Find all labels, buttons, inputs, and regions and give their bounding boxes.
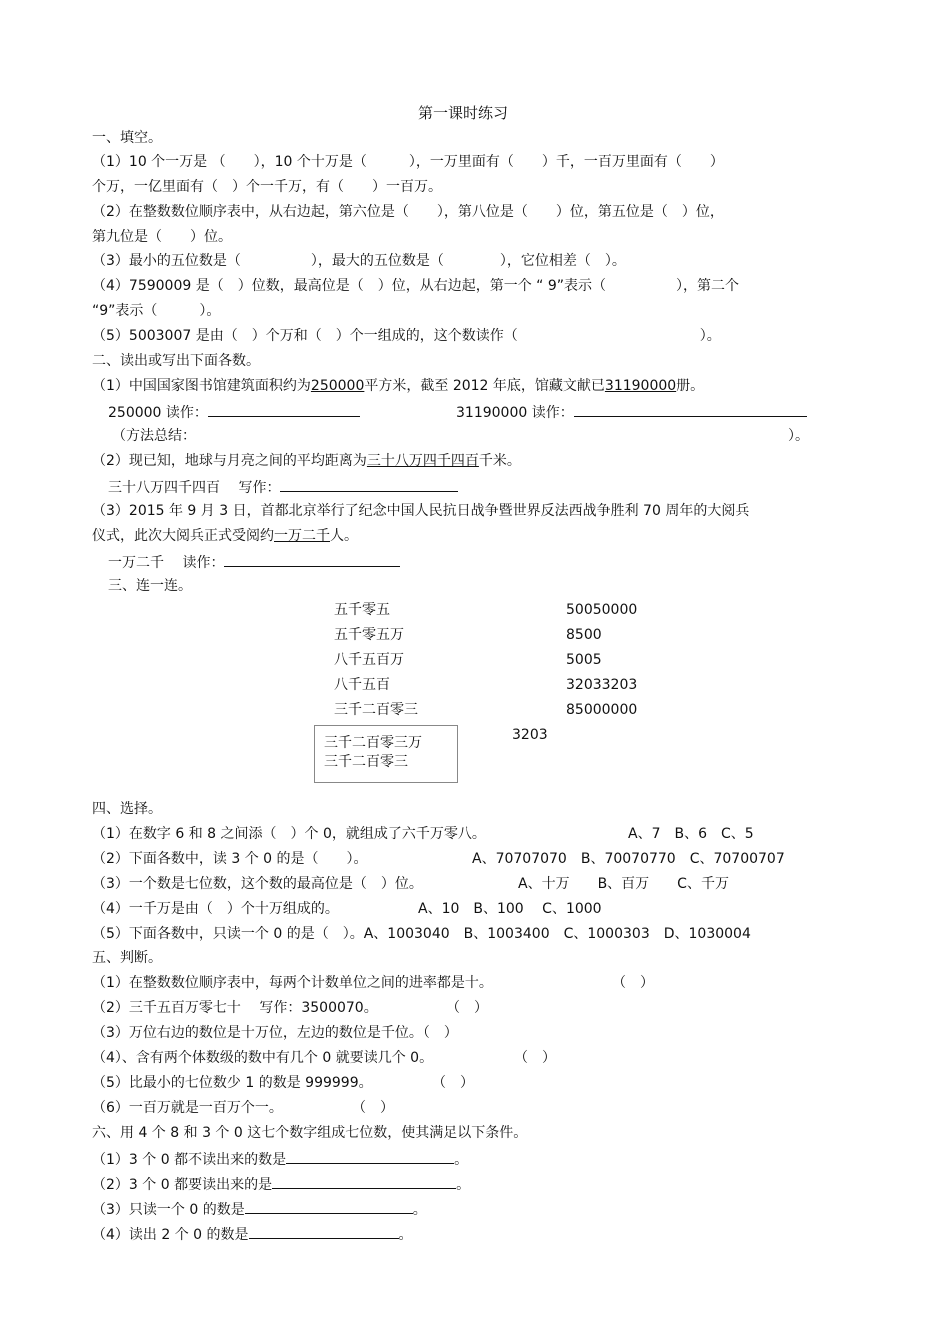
choice-q1: （1）在数字 6 和 8 之间添（ ）个 0，就组成了六千万零八。: [92, 826, 486, 842]
choice-q3: （3）一个数是七位数，这个数的最高位是（ ）位。: [92, 876, 423, 892]
s2-l1-text: （1）中国国家图书馆建筑面积约为: [92, 378, 311, 394]
section-4-heading: 四、选择。: [92, 801, 162, 817]
read-label-1: 250000 读作：: [108, 405, 208, 421]
s2-l2-text: （2）现已知，地球与月亮之间的平均距离为: [92, 453, 367, 469]
s1-line-3: （2）在整数数位顺序表中，从右边起，第六位是（ ），第八位是（ ）位，第五位是（ ）位，: [92, 204, 724, 220]
judge-q3: （3）万位右边的数位是十万位，左边的数位是千位。（ ）: [92, 1025, 458, 1041]
choice-q3-options[interactable]: A、十万 B、百万 C、千万: [518, 876, 729, 892]
answer-blank-read-2[interactable]: [574, 402, 807, 417]
s1-line-2: 个万，一亿里面有（ ）个一千万，有（ ）一百万。: [92, 179, 442, 195]
choice-q2-options[interactable]: A、70707070 B、70070770 C、70700707: [472, 851, 785, 867]
box-item-2[interactable]: 三千二百零三: [324, 754, 408, 770]
s2-line-3: （3）2015 年 9 月 3 日，首都北京举行了纪念中国人民抗日战争暨世界反法西战争胜利 70 周年的大阅兵: [92, 503, 750, 519]
judge-q5-answer[interactable]: （ ）: [432, 1075, 474, 1091]
fill-q2: [92, 1174, 470, 1194]
judge-q4-answer[interactable]: （ ）: [514, 1050, 556, 1066]
fill-q3-end: 。: [412, 1202, 427, 1218]
answer-blank-q2[interactable]: [272, 1174, 456, 1189]
choice-q4-options[interactable]: A、10 B、100 C、1000: [418, 901, 602, 917]
fill-q3: [92, 1199, 427, 1219]
s2-l4-text: 仪式，此次大阅兵正式受阅约: [92, 528, 274, 544]
s1-line-7: “9”表示（ ）。: [92, 303, 221, 319]
judge-q5: （5）比最小的七位数少 1 的数是 999999。: [92, 1075, 373, 1091]
fill-q2-text: （2）3 个 0 都要读出来的是: [92, 1177, 273, 1193]
s2-l2-end: 千米。: [478, 453, 521, 469]
s2-l4-end: 人。: [330, 528, 358, 544]
s1-line-4: 第九位是（ ）位。: [92, 229, 232, 245]
match-right-item[interactable]: 85000000: [566, 702, 638, 718]
method-summary-end: ）。: [788, 428, 809, 444]
match-right-item[interactable]: 3203: [512, 727, 548, 743]
choice-q4: （4）一千万是由（ ）个十万组成的。: [92, 901, 339, 917]
s1-line-1: （1）10 个一万是 （ ），10 个十万是（ ），一万里面有（ ）千，一百万里面有（ ）: [92, 154, 724, 170]
s2-l1-mid: 平方米，截至 2012 年底，馆藏文献已: [364, 378, 605, 394]
choice-q2: （2）下面各数中，读 3 个 0 的是（ ）。: [92, 851, 368, 867]
answer-blank-q4[interactable]: [249, 1224, 399, 1239]
read-line-1: [108, 402, 360, 422]
text-box: [314, 725, 458, 783]
write-line-1: [108, 477, 458, 497]
answer-blank-q1[interactable]: [286, 1149, 454, 1164]
match-left-item[interactable]: 五千零五万: [334, 627, 404, 643]
section-1-heading: 一、填空。: [92, 130, 162, 146]
page-title: 第一课时练习: [418, 104, 509, 122]
fill-q3-text: （3）只读一个 0 的数是: [92, 1202, 245, 1218]
answer-blank-write-1[interactable]: [280, 477, 458, 492]
fill-q1-end: 。: [454, 1152, 469, 1168]
fill-q2-end: 。: [456, 1177, 471, 1193]
read-label-3: 一万二千 读作：: [108, 555, 225, 571]
fill-q4-text: （4）读出 2 个 0 的数是: [92, 1227, 249, 1243]
s2-line-2: [92, 452, 521, 470]
write-label-1: 三十八万四千四百 写作：: [108, 480, 281, 496]
underlined-number-1: 250000: [310, 378, 365, 394]
choice-q5: （5）下面各数中，只读一个 0 的是（ ）。A、1003040 B、1003400 C、1000303 D、1030004: [92, 926, 751, 942]
answer-blank-read-1[interactable]: [208, 402, 360, 417]
match-left-item[interactable]: 三千二百零三: [334, 702, 418, 718]
choice-q1-options[interactable]: A、7 B、6 C、5: [628, 826, 754, 842]
judge-q6-answer[interactable]: （ ）: [352, 1100, 394, 1116]
match-left-item[interactable]: 五千零五: [334, 602, 390, 618]
judge-q6: （6）一百万就是一百万个一。: [92, 1100, 283, 1116]
answer-blank-q3[interactable]: [245, 1199, 413, 1214]
judge-q2: （2）三千五百万零七十 写作：3500070。: [92, 1000, 378, 1016]
s2-line-1: [92, 377, 704, 395]
judge-q1-answer[interactable]: （ ）: [612, 975, 654, 991]
method-summary-label: （方法总结：: [112, 428, 196, 444]
section-6-heading: 六、用 4 个 8 和 3 个 0 这七个数字组成七位数，使其满足以下条件。: [92, 1125, 528, 1141]
fill-q4: [92, 1224, 413, 1244]
match-right-item[interactable]: 50050000: [566, 602, 638, 618]
s1-line-6: （4）7590009 是（ ）位数，最高位是（ ）位，从右边起，第一个 “ 9”表示（ ），第二个: [92, 278, 740, 294]
s2-l1-end: 册。: [676, 378, 705, 394]
read-line-2: [456, 402, 807, 422]
box-item-1[interactable]: 三千二百零三万: [324, 735, 422, 751]
section-5-heading: 五、判断。: [92, 950, 162, 966]
fill-q1: [92, 1149, 468, 1169]
section-3-heading: 三、连一连。: [108, 578, 192, 594]
s2-line-4: [92, 527, 358, 545]
underlined-distance: 三十八万四千四百: [366, 453, 479, 469]
read-line-3: [108, 552, 400, 572]
fill-q4-end: 。: [398, 1227, 413, 1243]
judge-q4: （4）、含有两个体数级的数中有几个 0 就要读几个 0。: [92, 1050, 434, 1066]
s1-line-5: （3）最小的五位数是（ ），最大的五位数是（ ），它位相差（ ）。: [92, 253, 626, 269]
underlined-count: 一万二千: [274, 528, 330, 544]
match-left-item[interactable]: 八千五百万: [334, 652, 404, 668]
read-label-2: 31190000 读作：: [456, 405, 574, 421]
underlined-number-2: 31190000: [604, 378, 677, 394]
match-right-item[interactable]: 5005: [566, 652, 602, 668]
match-right-item[interactable]: 8500: [566, 627, 602, 643]
match-left-item[interactable]: 八千五百: [334, 677, 390, 693]
judge-q1: （1）在整数数位顺序表中，每两个计数单位之间的进率都是十。: [92, 975, 493, 991]
answer-blank-read-3[interactable]: [224, 552, 400, 567]
s1-line-8: （5）5003007 是由（ ）个万和（ ）个一组成的，这个数读作（ ）。: [92, 328, 721, 344]
fill-q1-text: （1）3 个 0 都不读出来的数是: [92, 1152, 287, 1168]
section-2-heading: 二、读出或写出下面各数。: [92, 353, 260, 369]
match-right-item[interactable]: 32033203: [566, 677, 638, 693]
judge-q2-answer[interactable]: （ ）: [446, 1000, 488, 1016]
